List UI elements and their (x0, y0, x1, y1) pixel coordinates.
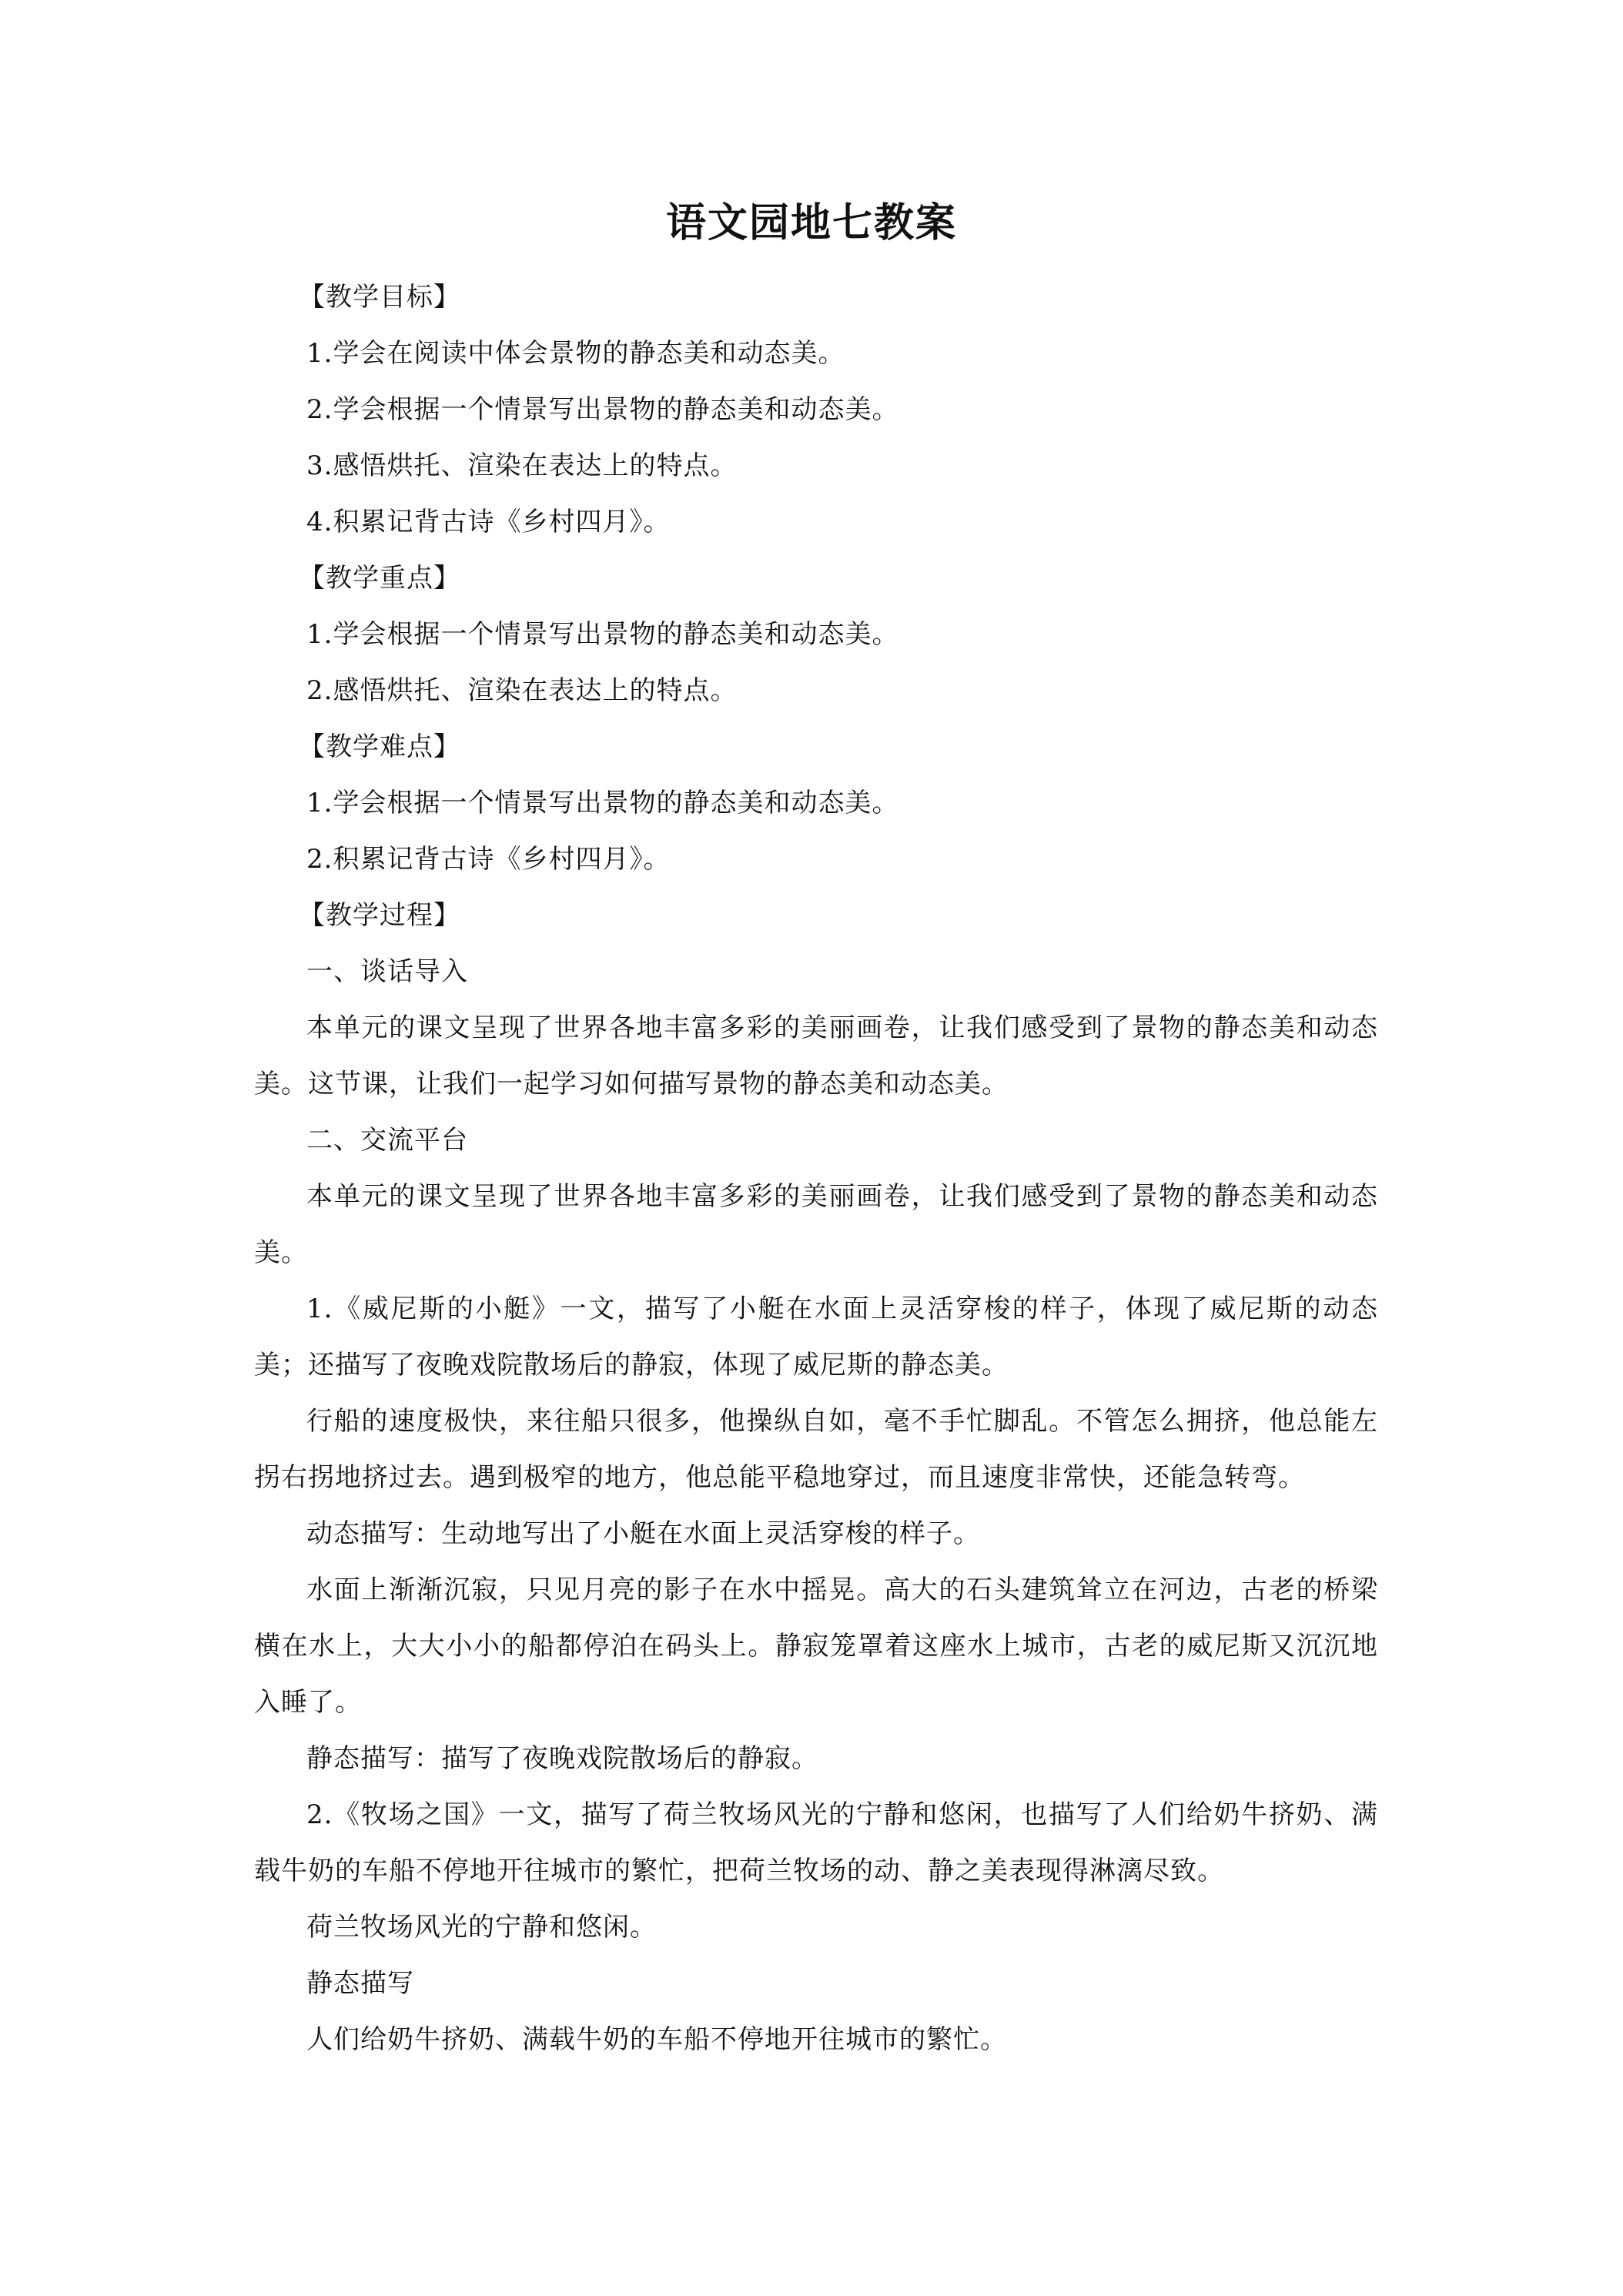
paragraph: 二、交流平台 (306, 1125, 468, 1156)
document-body (254, 269, 1378, 2068)
paragraph: 2.学会根据一个情景写出景物的静态美和动态美。 (306, 394, 899, 425)
section-heading-difficulties: 【教学难点】 (299, 731, 460, 762)
document-title: 语文园地七教案 (665, 199, 957, 246)
paragraph: 荷兰牧场风光的宁静和悠闲。 (306, 1912, 657, 1943)
paragraph: 水面上渐渐沉寂，只见月亮的影子在水中摇晃。高大的石头建筑耸立在河边，古老的桥梁横在水上，大大小小的船都停泊在码头上。静寂笼罩着这座水上城市，古老的威尼斯又沉沉地入睡了。 (254, 1575, 1378, 1718)
paragraph: 3.感悟烘托、渲染在表达上的特点。 (306, 450, 738, 481)
paragraph: 本单元的课文呈现了世界各地丰富多彩的美丽画卷，让我们感受到了景物的静态美和动态美。这节课，让我们一起学习如何描写景物的静态美和动态美。 (254, 1012, 1378, 1099)
paragraph: 静态描写：描写了夜晚戏院散场后的静寂。 (306, 1743, 818, 1774)
paragraph: 4.积累记背古诗《乡村四月》。 (306, 507, 671, 537)
paragraph: 1.学会根据一个情景写出景物的静态美和动态美。 (306, 619, 899, 650)
paragraph: 一、谈话导入 (306, 956, 468, 987)
paragraph: 1.学会根据一个情景写出景物的静态美和动态美。 (306, 788, 899, 818)
paragraph: 静态描写 (306, 1968, 414, 1999)
paragraph: 人们给奶牛挤奶、满载牛奶的车船不停地开往城市的繁忙。 (306, 2024, 1007, 2055)
paragraph: 2.感悟烘托、渲染在表达上的特点。 (306, 675, 738, 706)
section-heading-key-points: 【教学重点】 (299, 563, 460, 594)
paragraph: 本单元的课文呈现了世界各地丰富多彩的美丽画卷，让我们感受到了景物的静态美和动态美。 (254, 1181, 1378, 1268)
paragraph: 1.《威尼斯的小艇》一文，描写了小艇在水面上灵活穿梭的样子，体现了威尼斯的动态美；还描写了夜晚戏院散场后的静寂，体现了威尼斯的静态美。 (254, 1294, 1378, 1381)
paragraph: 行船的速度极快，来往船只很多，他操纵自如，毫不手忙脚乱。不管怎么拥挤，他总能左拐右拐地挤过去。遇到极窄的地方，他总能平稳地穿过，而且速度非常快，还能急转弯。 (254, 1406, 1378, 1493)
paragraph: 动态描写：生动地写出了小艇在水面上灵活穿梭的样子。 (306, 1518, 980, 1549)
paragraph: 2.《牧场之国》一文，描写了荷兰牧场风光的宁静和悠闲，也描写了人们给奶牛挤奶、满载牛奶的车船不停地开往城市的繁忙，把荷兰牧场的动、静之美表现得淋漓尽致。 (254, 1799, 1378, 1886)
paragraph: 2.积累记背古诗《乡村四月》。 (306, 844, 671, 875)
section-heading-objectives: 【教学目标】 (299, 282, 460, 313)
paragraph: 1.学会在阅读中体会景物的静态美和动态美。 (306, 338, 845, 369)
section-heading-process: 【教学过程】 (299, 900, 460, 931)
